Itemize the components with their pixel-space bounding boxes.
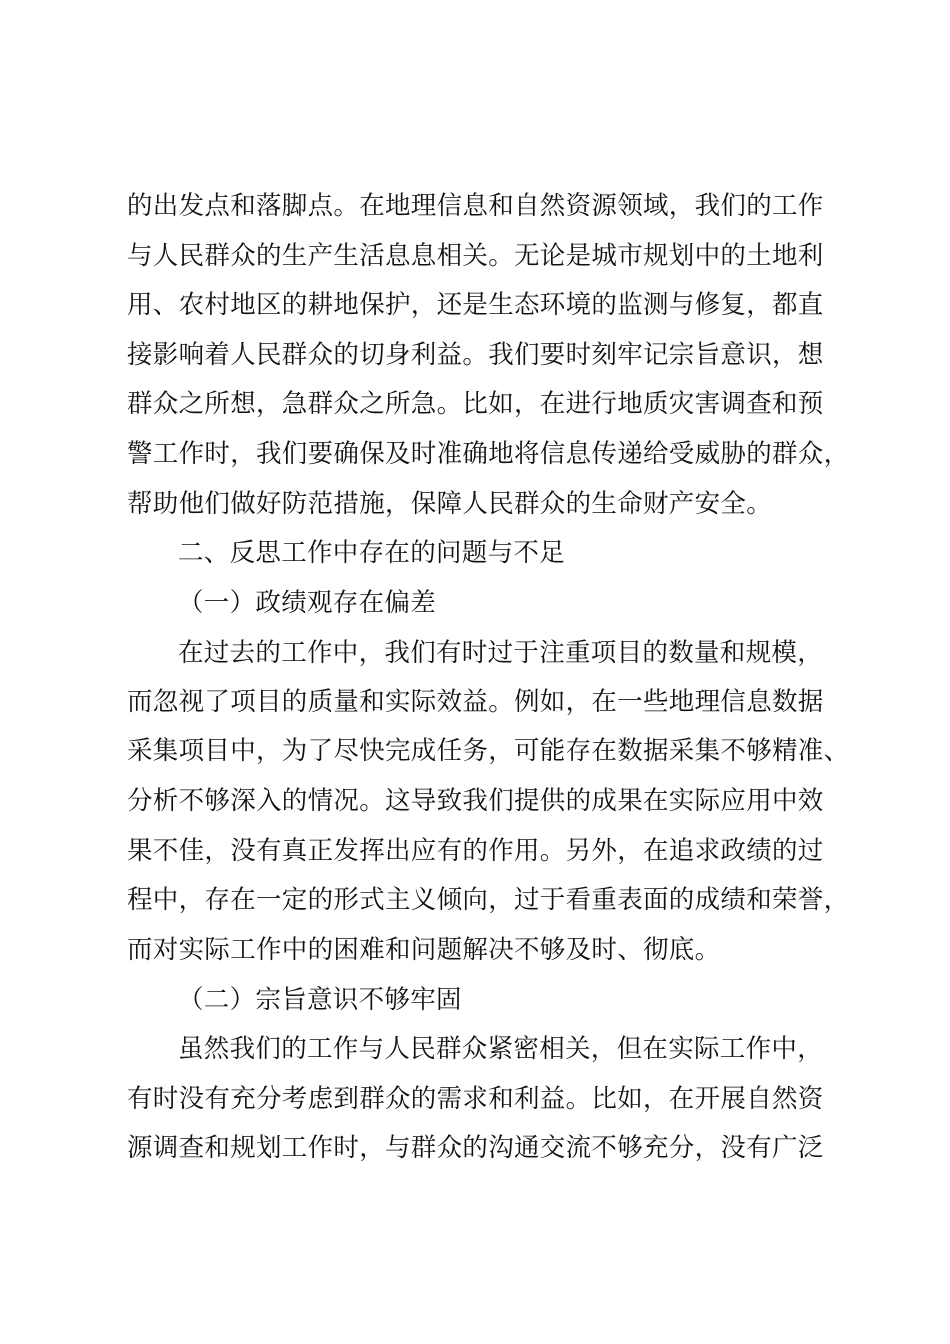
paragraph-first-line: 虽然我们的工作与人民群众紧密相关，但在实际工作中， — [178, 1034, 824, 1064]
body-text-line: 程中，存在一定的形式主义倾向，过于看重表面的成绩和荣誉， — [127, 885, 850, 915]
body-text-line: 采集项目中，为了尽快完成任务，可能存在数据采集不够精准、 — [127, 736, 850, 766]
subsection-heading: （一）政绩观存在偏差 — [178, 588, 437, 618]
body-text-line: 果不佳，没有真正发挥出应有的作用。另外，在追求政绩的过 — [127, 836, 824, 866]
body-text-line: 与人民群众的生产生活息息相关。无论是城市规划中的土地利 — [127, 241, 824, 271]
body-text-line: 的出发点和落脚点。在地理信息和自然资源领域，我们的工作 — [127, 191, 824, 221]
body-text-line: 警工作时，我们要确保及时准确地将信息传递给受威胁的群众， — [127, 439, 850, 469]
paragraph-first-line: 在过去的工作中，我们有时过于注重项目的数量和规模， — [178, 638, 824, 668]
body-text-line: 群众之所想，急群众之所急。比如，在进行地质灾害调查和预 — [127, 389, 824, 419]
body-text-line: 有时没有充分考虑到群众的需求和利益。比如，在开展自然资 — [127, 1084, 824, 1114]
body-text-line: 而忽视了项目的质量和实际效益。例如，在一些地理信息数据 — [127, 687, 824, 717]
body-text-line: 用、农村地区的耕地保护，还是生态环境的监测与修复，都直 — [127, 290, 824, 320]
body-text-line: 接影响着人民群众的切身利益。我们要时刻牢记宗旨意识，想 — [127, 340, 824, 370]
subsection-heading: （二）宗旨意识不够牢固 — [178, 985, 462, 1015]
body-text-line: 帮助他们做好防范措施，保障人民群众的生命财产安全。 — [127, 489, 773, 519]
body-text-line: 分析不够深入的情况。这导致我们提供的成果在实际应用中效 — [127, 786, 824, 816]
body-text-line: 而对实际工作中的困难和问题解决不够及时、彻底。 — [127, 935, 721, 965]
body-text-line: 源调查和规划工作时，与群众的沟通交流不够充分，没有广泛 — [127, 1133, 824, 1163]
section-heading: 二、反思工作中存在的问题与不足 — [178, 538, 566, 568]
